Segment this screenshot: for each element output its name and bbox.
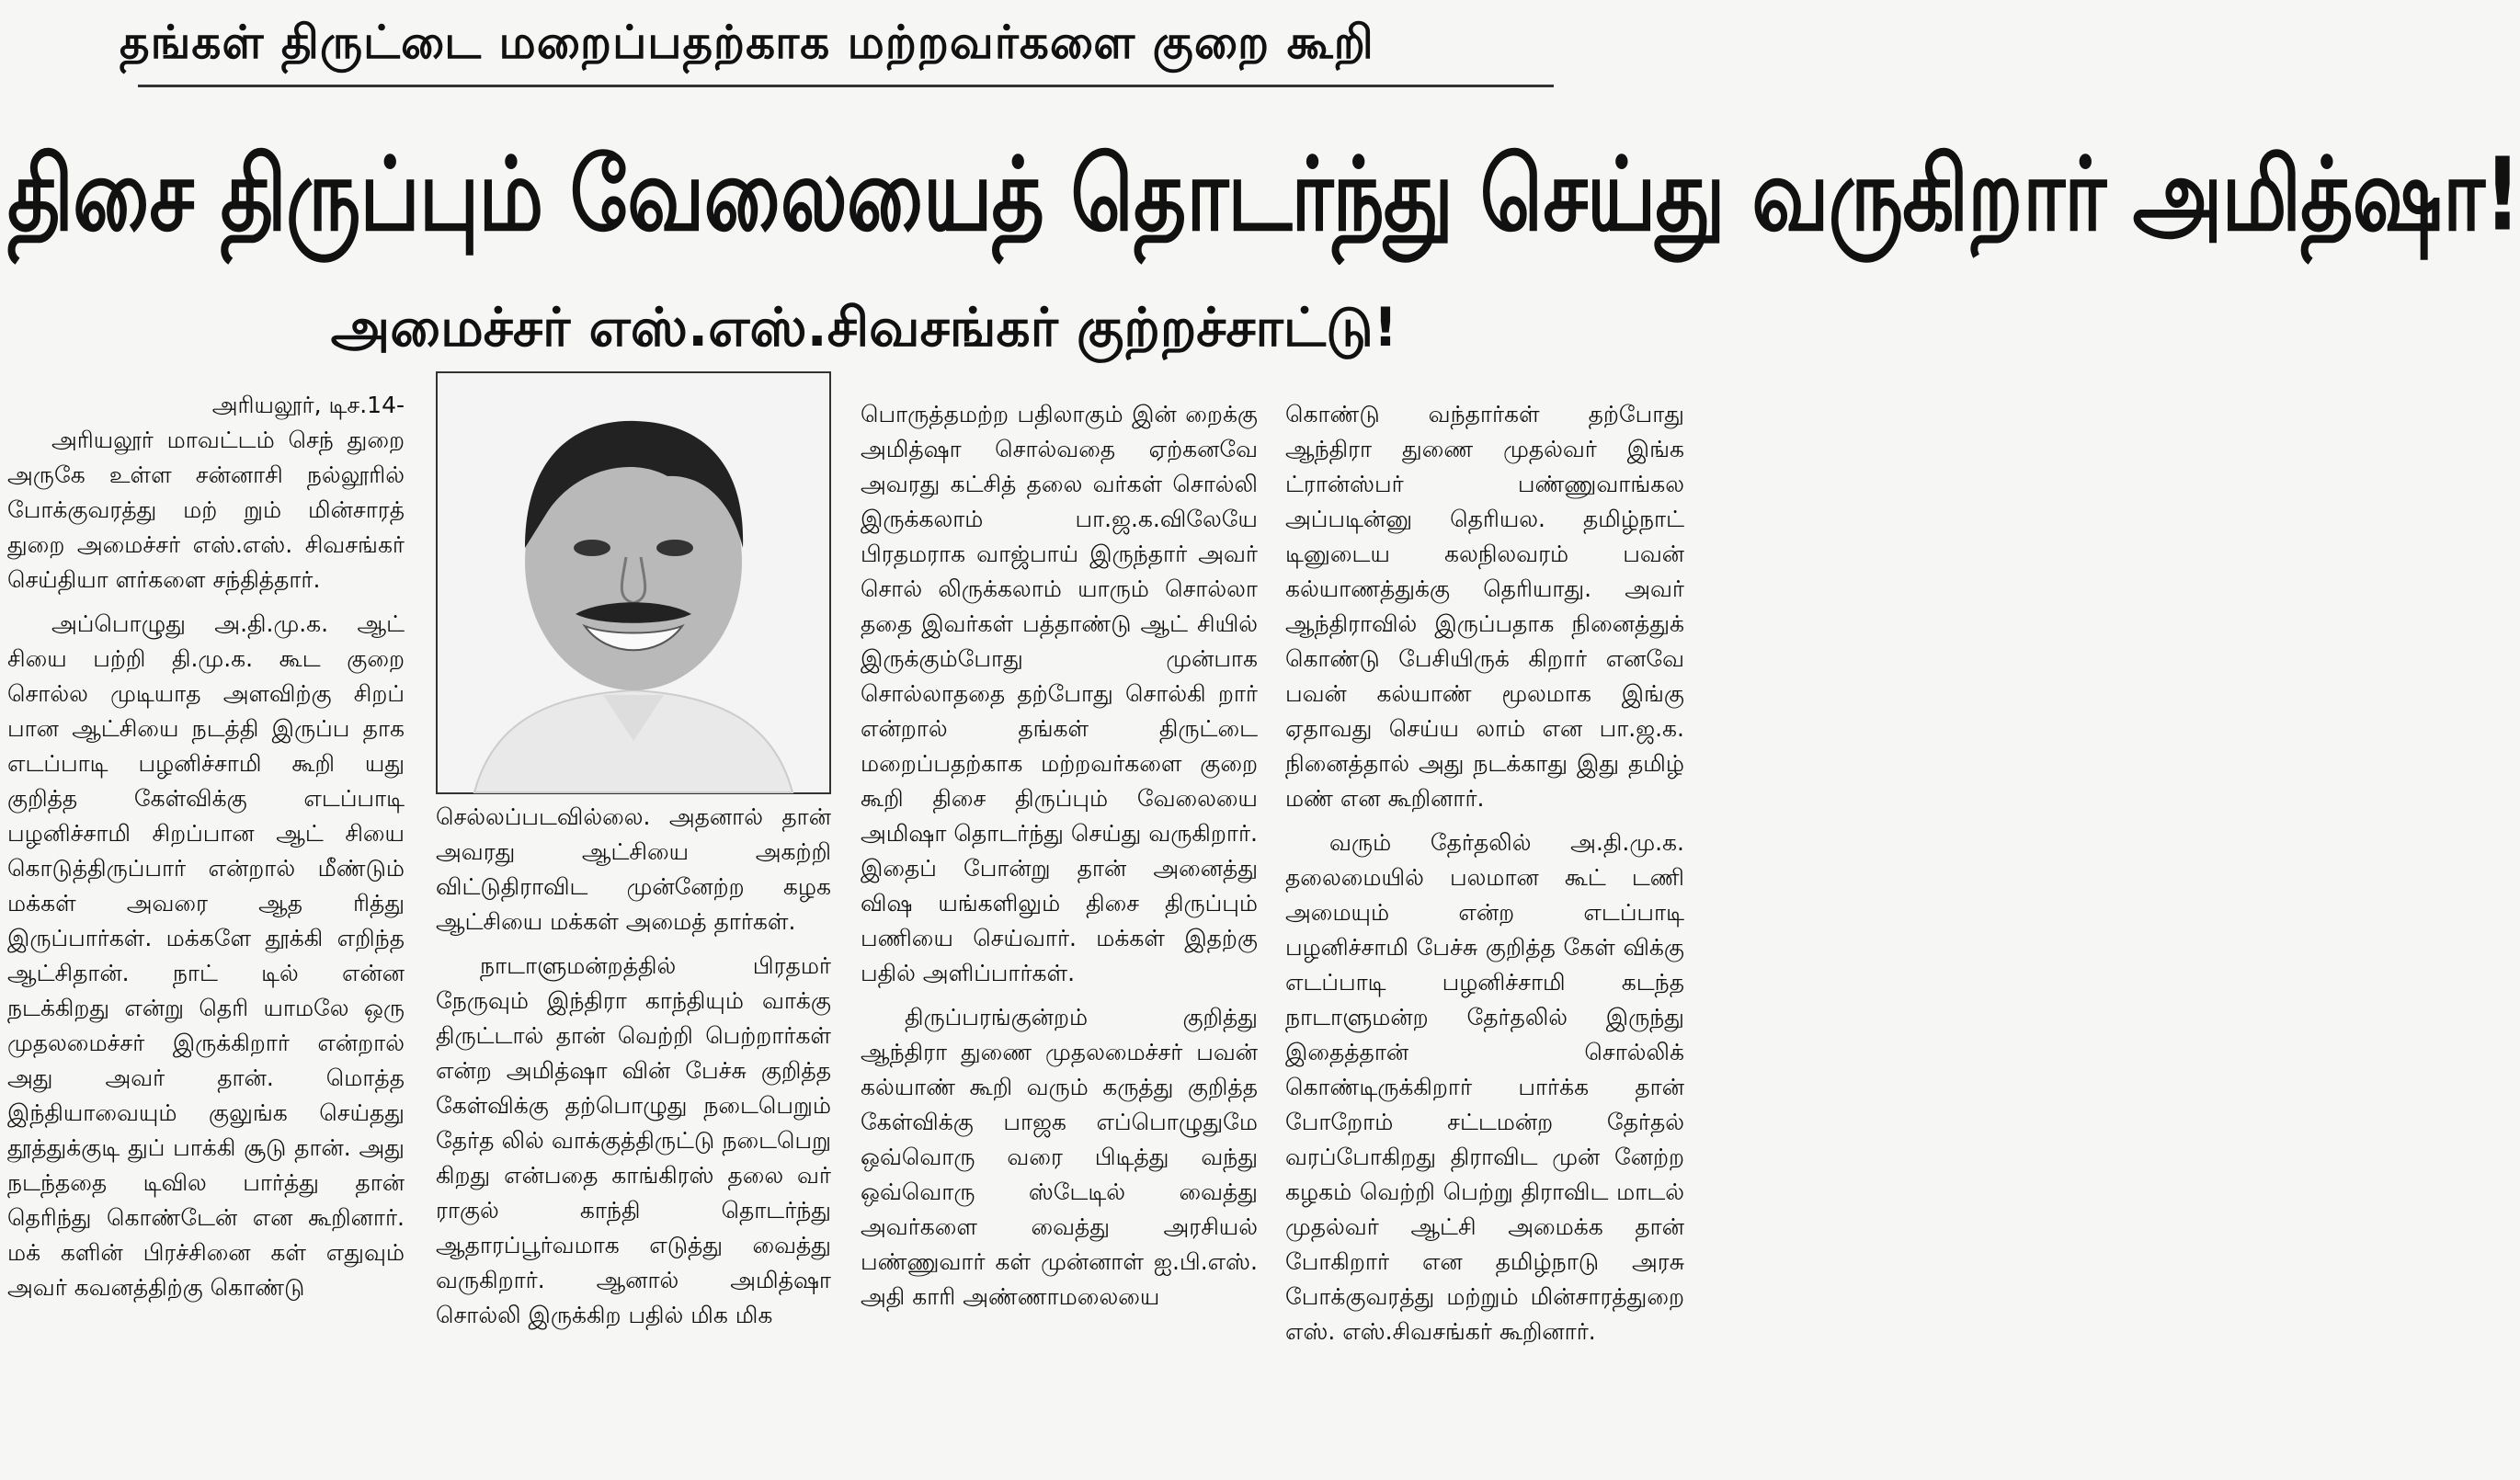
article-column-4 xyxy=(1285,397,1684,1473)
paragraph: நாடாளுமன்றத்தில் பிரதமர் நேருவும் இந்திரா காந்தியும் வாக்கு திருட்டால் தான் வெற்றி பெற்றார்கள் என்ற அமித்ஷா வின் பேச்சு குறித்த கேள்விக்கு தற்பொழுது நடைபெறும் தேர்த லில் வாக்குத்திருட்டு நடைபெறு கிறது என்பதை காங்கிரஸ் தலை வர் ராகுல் காந்தி தொடர்ந்து ஆதாரப்பூர்வமாக எடுத்து வைத்து வருகிறார். ஆனால் அமித்ஷா சொல்லி இருக்கிற பதில் மிக மிக xyxy=(436,952,831,1328)
paragraph: பொருத்தமற்ற பதிலாகும் இன் றைக்கு அமித்ஷா சொல்வதை ஏற்கனவே அவரது கட்சித் தலை வர்கள் சொல்லி இருக்கலாம் பா.ஜ.க.விலேயே பிரதமராக வாஜ்பாய் இருந்தார் அவர் சொல் லிருக்கலாம் யாரும் சொல்லா ததை இவர்கள் பத்தாண்டு ஆட் சியில் இருக்கும்போது முன்பாக சொல்லாததை தற்போது சொல்கி றார் என்றால் தங்கள் திருட்டை மறைப்பதற்காக மற்றவர்களை குறை கூறி திசை திருப்பும் வேலையை அமிஷா தொடர்ந்து செய்து வருகிறார். இதைப் போன்று தான் அனைத்து விஷ யங்களிலும் திசை திருப்பும் பணியை செய்வார். மக்கள் இதற்கு பதில் அளிப்பார்கள். xyxy=(861,401,1258,986)
portrait-image xyxy=(438,373,829,792)
kicker-headline: தங்கள் திருட்டை மறைப்பதற்காக மற்றவர்களை குறை கூறி xyxy=(120,16,1374,69)
paragraph: கொண்டு வந்தார்கள் தற்போது ஆந்திரா துணை முதல்வர் இங்க ட்ரான்ஸ்பர் பண்ணுவாங்கல அப்படின்னு தெரியல. தமிழ்நாட் டினுடைய கலநிலவரம் பவன் கல்யாணத்துக்கு தெரியாது. அவர் ஆந்திராவில் இருப்பதாக நினைத்துக் கொண்டு பேசியிருக் கிறார் எனவே பவன் கல்யாண் மூலமாக இங்கு ஏதாவது செய்ய லாம் என பா.ஜ.க. நினைத்தால் அது நடக்காது இது தமிழ் மண் என கூறினார். xyxy=(1285,401,1684,812)
article-column-3 xyxy=(861,397,1258,1473)
paragraph: திருப்பரங்குன்றம் குறித்து ஆந்திரா துணை முதலமைச்சர் பவன் கல்யாண் கூறி வரும் கருத்து குறித்த கேள்விக்கு பாஜக எப்பொழுதுமே ஒவ்வொரு வரை பிடித்து வந்து ஒவ்வொரு ஸ்டேடில் வைத்து அவர்களை வைத்து அரசியல் பண்ணுவார் கள் முன்னாள் ஐ.பி.எஸ். அதி காரி அண்ணாமலையை xyxy=(861,1004,1258,1310)
paragraph: அப்பொழுது அ.தி.மு.க. ஆட் சியை பற்றி தி.மு.க. கூட குறை சொல்ல முடியாத அளவிற்கு சிறப் பான ஆட்சியை நடத்தி இருப்ப தாக எடப்பாடி பழனிச்சாமி கூறி யது குறித்த கேள்விக்கு எடப்பாடி பழனிச்சாமி சிறப்பான ஆட் சியை கொடுத்திருப்பார் என்றால் மீண்டும் மக்கள் அவரை ஆத ரித்து இருப்பார்கள். மக்களே தூக்கி எறிந்த ஆட்சிதான். நாட் டில் என்ன நடக்கிறது என்று தெரி யாமலே ஒரு முதலமைச்சர் இருக்கிறார் என்றால் அது அவர் தான். மொத்த இந்தியாவையும் குலுங்க செய்தது தூத்துக்குடி துப் பாக்கி சூடு தான். அது நடந்ததை டிவில பார்த்து தான் தெரிந்து கொண்டேன் என கூறினார். மக் களின் பிரச்சினை கள் எதுவும் அவர் கவனத்திற்கு கொண்டு xyxy=(7,610,405,1301)
kicker-divider xyxy=(138,85,1554,87)
paragraph: வரும் தேர்தலில் அ.தி.மு.க. தலைமையில் பலமான கூட் டணி அமையும் என்ற எடப்பாடி பழனிச்சாமி பேச்சு குறித்த கேள் விக்கு எடப்பாடி பழனிச்சாமி கடந்த நாடாளுமன்ற தேர்தலில் இருந்து இதைத்தான் சொல்லிக் கொண்டிருக்கிறார் பார்க்க தான் போறோம் சட்டமன்ற தேர்தல் வரப்போகிறது திராவிட முன் னேற்ற கழகம் வெற்றி பெற்று திராவிட மாடல் முதல்வர் ஆட்சி அமைக்க தான் போகிறார் என தமிழ்நாடு அரசு போக்குவரத்து மற்றும் மின்சாரத்துறை எஸ். எஸ்.சிவசங்கர் கூறினார். xyxy=(1285,829,1684,1345)
paragraph: செல்லப்படவில்லை. அதனால் தான் அவரது ஆட்சியை அகற்றி விட்டுதிராவிட முன்னேற்ற கழக ஆட்சியை மக்கள் அமைத் தார்கள். xyxy=(436,803,831,935)
paragraph: அரியலூர் மாவட்டம் செந் துறை அருகே உள்ள சன்னாசி நல்லூரில் போக்குவரத்து மற் றும் மின்சாரத் துறை அமைச்சர் எஸ்.எஸ். சிவசங்கர் செய்தியா ளர்களை சந்தித்தார். xyxy=(7,427,405,593)
article-column-2 xyxy=(436,800,831,1473)
main-headline: திசை திருப்பும் வேலையைத் தொடர்ந்து செய்து வருகிறார் அமித்ஷா! xyxy=(7,134,2520,254)
dateline: அரியலூர், டிச.14- xyxy=(211,392,405,418)
sub-headline: அமைச்சர் எஸ்.எஸ்.சிவசங்கர் குற்றச்சாட்டு! xyxy=(330,296,1398,359)
article-column-1 xyxy=(7,388,405,1473)
minister-photo xyxy=(436,371,831,794)
